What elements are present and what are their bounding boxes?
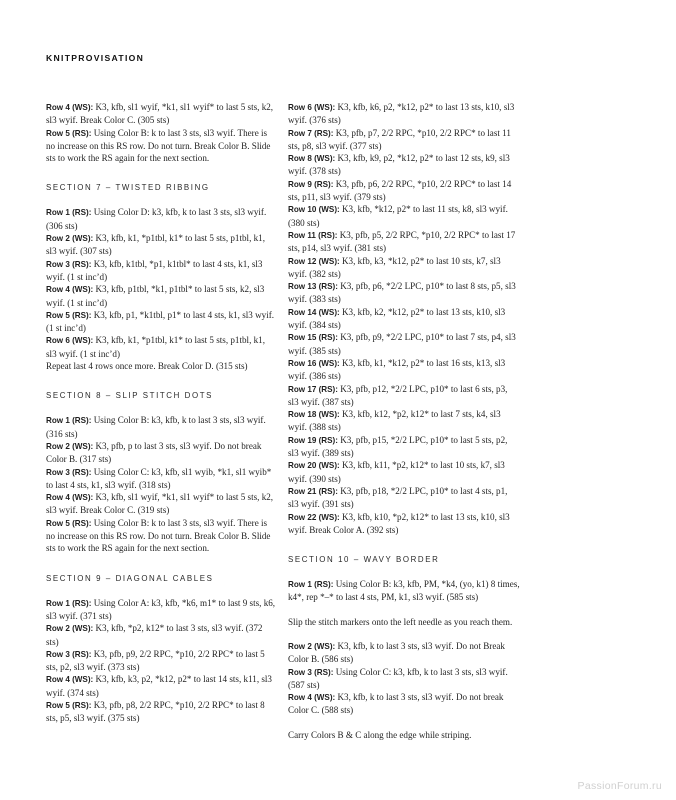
pattern-row: Row 3 (RS): K3, kfb, k1tbl, *p1, k1tbl* to last 4 sts, k1, sl3 wyif. (1 st inc’d) <box>46 258 263 282</box>
pattern-row: Row 2 (WS): K3, pfb, p to last 3 sts, sl3 wyif. Do not break Color B. (317 sts) <box>46 440 262 465</box>
pattern-row: Row 3 (RS): Using Color C: k3, kfb, k to last 3 sts, sl3 wyif. (587 sts) <box>288 666 508 690</box>
pattern-row: Row 12 (WS): K3, kfb, k3, *k12, p2* to last 10 sts, k7, sl3 wyif. (382 sts) <box>288 255 501 279</box>
pattern-row: Row 1 (RS): Using Color B: k3, kfb, PM, *k4, (yo, k1) 8 times, k4*, rep *–* to last 4 sts, PM, k1, sl3 wyif. (585 sts) <box>288 579 520 603</box>
section-note: Carry Colors B & C along the edge while striping. <box>288 729 472 740</box>
pattern-row: Row 19 (RS): K3, pfb, p15, *2/2 LPC, p10* to last 5 sts, p2, sl3 wyif. (389 sts) <box>288 434 508 459</box>
section-note: Slip the stitch markers onto the left needle as you reach them. <box>288 616 513 627</box>
pattern-row: Row 5 (RS): Using Color B: k to last 3 sts, sl3 wyif. There is no increase on this RS row. Do not turn. Break Color B. Slide sts to work the RS again for the next section. <box>46 517 271 554</box>
pattern-row: Row 1 (RS): Using Color A: k3, kfb, *k6, m1* to last 9 sts, k6, sl3 wyif. (371 sts) <box>46 597 276 621</box>
pattern-row: Row 1 (RS): Using Color B: k3, kfb, k to last 3 sts, sl3 wyif. (316 sts) <box>46 415 266 439</box>
pattern-row: Row 2 (WS): K3, kfb, k to last 3 sts, sl3 wyif. Do not Break Color B. (586 sts) <box>288 640 505 665</box>
site-watermark: PassionForum.ru <box>577 780 662 792</box>
pattern-row: Row 4 (WS): K3, kfb, k3, p2, *k12, p2* to last 14 sts, k11, sl3 wyif. (374 sts) <box>46 674 272 698</box>
pattern-row: Row 4 (WS): K3, kfb, sl1 wyif, *k1, sl1 wyif* to last 5 sts, k2, sl3 wyif. Break Color C. (319 sts) <box>46 492 274 516</box>
pattern-row: Row 5 (RS): Using Color B: k to last 3 sts, sl3 wyif. There is no increase on this RS row. Do not turn. Break Color B. Slide sts to work the RS again for the next section. <box>46 127 271 164</box>
pattern-row: Row 21 (RS): K3, pfb, p18, *2/2 LPC, p10* to last 4 sts, p1, sl3 wyif. (391 sts) <box>288 485 508 510</box>
section-8-heading: SECTION 8 – SLIP STITCH DOTS <box>46 391 213 401</box>
left-column <box>46 101 276 725</box>
pattern-row: Row 15 (RS): K3, pfb, p9, *2/2 LPC, p10* to last 7 sts, p4, sl3 wyif. (385 sts) <box>288 332 516 356</box>
pattern-row: Row 20 (WS): K3, kfb, k11, *p2, k12* to last 10 sts, k7, sl3 wyif. (390 sts) <box>288 460 505 484</box>
section-note: Repeat last 4 rows once more. Break Color D. (315 sts) <box>46 361 248 372</box>
pattern-row: Row 3 (RS): K3, pfb, p9, 2/2 RPC, *p10, 2/2 RPC* to last 5 sts, p2, sl3 wyif. (373 sts) <box>46 648 265 673</box>
pattern-row: Row 22 (WS): K3, kfb, k10, *p2, k12* to last 13 sts, k10, sl3 wyif. Break Color A. (392 sts) <box>288 511 510 535</box>
pattern-row: Row 3 (RS): Using Color C: k3, kfb, sl1 wyib, *k1, sl1 wyib* to last 4 sts, k1, sl3 wyif. (318 sts) <box>46 466 272 490</box>
pattern-row: Row 6 (WS): K3, kfb, k6, p2, *k12, p2* to last 13 sts, k10, sl3 wyif. (376 sts) <box>288 102 515 126</box>
pattern-row: Row 2 (WS): K3, kfb, *p2, k12* to last 3 sts, sl3 wyif. (372 sts) <box>46 623 263 647</box>
pattern-row: Row 17 (RS): K3, pfb, p12, *2/2 LPC, p10* to last 6 sts, p3, sl3 wyif. (387 sts) <box>288 383 508 407</box>
pattern-row: Row 16 (WS): K3, kfb, k1, *k12, p2* to last 16 sts, k13, sl3 wyif. (386 sts) <box>288 357 506 382</box>
pattern-row: Row 2 (WS): K3, kfb, k1, *p1tbl, k1* to last 5 sts, p1tbl, k1, sl3 wyif. (307 sts) <box>46 233 265 257</box>
pattern-row: Row 11 (RS): K3, pfb, p5, 2/2 RPC, *p10, 2/2 RPC* to last 17 sts, p14, sl3 wyif. (381 sts) <box>288 229 516 254</box>
pattern-row: Row 1 (RS): Using Color D: k3, kfb, k to last 3 sts, sl3 wyif. (306 sts) <box>46 207 267 231</box>
pattern-row: Row 18 (WS): K3, kfb, k12, *p2, k12* to last 7 sts, k4, sl3 wyif. (388 sts) <box>288 409 501 433</box>
pattern-row: Row 14 (WS): K3, kfb, k2, *k12, p2* to last 13 sts, k10, sl3 wyif. (384 sts) <box>288 306 506 331</box>
pattern-row: Row 5 (RS): K3, kfb, p1, *k1tbl, p1* to last 4 sts, k1, sl3 wyif. (1 st inc’d) <box>46 309 275 334</box>
pattern-row: Row 9 (RS): K3, pfb, p6, 2/2 RPC, *p10, 2/2 RPC* to last 14 sts, p11, sl3 wyif. (379 sts) <box>288 178 512 203</box>
pattern-row: Row 7 (RS): K3, pfb, p7, 2/2 RPC, *p10, 2/2 RPC* to last 11 sts, p8, sl3 wyif. (377 sts) <box>288 127 511 151</box>
pattern-row: Row 5 (RS): K3, pfb, p8, 2/2 RPC, *p10, 2/2 RPC* to last 8 sts, p5, sl3 wyif. (375 sts) <box>46 699 265 724</box>
pattern-row: Row 8 (WS): K3, kfb, k9, p2, *k12, p2* to last 12 sts, k9, sl3 wyif. (378 sts) <box>288 153 510 177</box>
pattern-row: Row 6 (WS): K3, kfb, k1, *p1tbl, k1* to last 5 sts, p1tbl, k1, sl3 wyif. (1 st inc’d) <box>46 335 265 359</box>
pattern-row: Row 10 (WS): K3, kfb, *k12, p2* to last 11 sts, k8, sl3 wyif. (380 sts) <box>288 204 508 228</box>
right-column <box>288 101 520 741</box>
section-7-heading: SECTION 7 – TWISTED RIBBING <box>46 183 210 193</box>
pattern-row: Row 13 (RS): K3, pfb, p6, *2/2 LPC, p10* to last 8 sts, p5, sl3 wyif. (383 sts) <box>288 281 516 305</box>
running-header: KNITPROVISATION <box>46 53 145 63</box>
pattern-row: Row 4 (WS): K3, kfb, p1tbl, *k1, p1tbl* to last 5 sts, k2, sl3 wyif. (1 st inc’d) <box>46 284 265 308</box>
section-9-heading: SECTION 9 – DIAGONAL CABLES <box>46 573 214 583</box>
pattern-row: Row 4 (WS): K3, kfb, k to last 3 sts, sl3 wyif. Do not break Color C. (588 sts) <box>288 692 504 716</box>
section-10-heading: SECTION 10 – WAVY BORDER <box>288 555 440 565</box>
pattern-row: Row 4 (WS): K3, kfb, sl1 wyif, *k1, sl1 wyif* to last 5 sts, k2, sl3 wyif. Break Color C. (305 sts) <box>46 102 274 126</box>
